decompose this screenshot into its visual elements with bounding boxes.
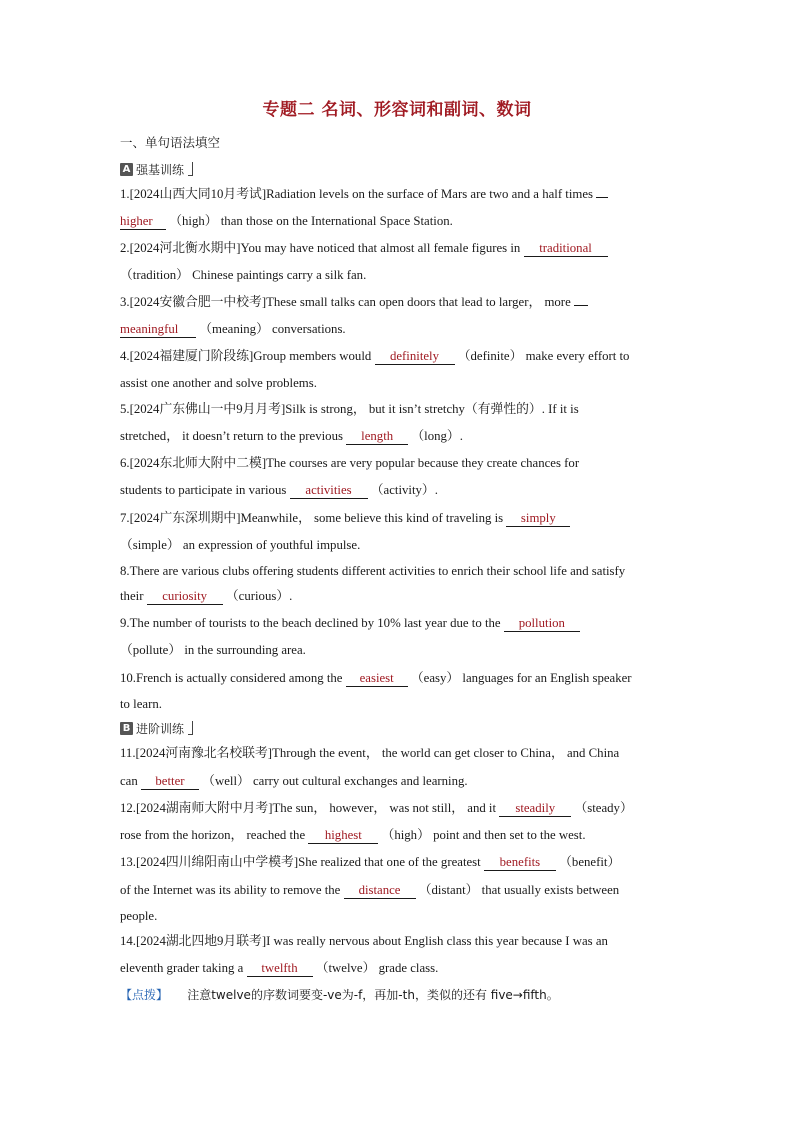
q3-blank-start: [574, 305, 588, 306]
hint-line: [120, 987, 676, 1003]
q10-text: 10.French is actually considered among the: [120, 671, 343, 685]
part-a-tag: [120, 161, 193, 177]
q7-line1: [120, 510, 676, 527]
q13-text-cont: （benefit）: [559, 855, 621, 869]
q9-text: 9.The number of tourists to the beach declined by 10% last year due to the: [120, 616, 501, 630]
q11-text-cont: （well） carry out cultural exchanges and learning.: [202, 774, 468, 788]
q2-line1: [120, 240, 676, 257]
q4-text-cont: （definite） make every effort to: [457, 349, 630, 363]
q11-text: can: [120, 774, 138, 788]
q13-line3: people.: [120, 909, 158, 923]
q1-line1: [120, 186, 676, 202]
q3-text: 3.[2024安徽合肥一中校考]These small talks can open doors that lead to larger， more: [120, 295, 571, 309]
q11-line2: [120, 773, 676, 790]
q1-text-cont: （high） than those on the International Space Station.: [169, 214, 453, 228]
q7-line2: （simple） an expression of youthful impulse.: [120, 538, 361, 552]
q4-answer[interactable]: definitely: [375, 349, 455, 365]
part-b-tag: [120, 720, 193, 736]
q9-line1: [120, 615, 676, 632]
q5-line1: 5.[2024广东佛山一中9月月考]Silk is strong， but it isn’t stretchy（有弹性的）. If it is: [120, 402, 579, 416]
q2-text: 2.[2024河北衡水期中]You may have noticed that almost all female figures in: [120, 241, 521, 255]
q10-line1: [120, 670, 676, 687]
q12-answer-1[interactable]: steadily: [499, 801, 571, 817]
q11-line1: 11.[2024河南豫北名校联考]Through the event， the world can get closer to China， and China: [120, 746, 620, 760]
q14-line2: [120, 960, 676, 977]
q2-line2: （tradition） Chinese paintings carry a silk fan.: [120, 268, 367, 282]
q5-text: stretched， it doesn’t return to the previous: [120, 429, 343, 443]
part-a-label: 强基训练: [136, 162, 185, 177]
q12-answer-2[interactable]: highest: [308, 828, 378, 844]
part-a-letter: A: [120, 163, 133, 176]
q4-line1: [120, 348, 676, 365]
q12-text: 12.[2024湖南师大附中月考]The sun， however， was not still， and it: [120, 801, 497, 815]
q8-answer[interactable]: curiosity: [147, 589, 223, 605]
q7-text: 7.[2024广东深圳期中]Meanwhile， some believe this kind of traveling is: [120, 511, 504, 525]
q6-line1: 6.[2024东北师大附中二模]The courses are very popular because they create chances for: [120, 456, 580, 470]
q13-text-2: of the Internet was its ability to remove the: [120, 883, 341, 897]
q14-text-cont: （twelve） grade class.: [315, 961, 439, 975]
q5-text-cont: （long）.: [411, 429, 463, 443]
q3-text-cont: （meaning） conversations.: [199, 322, 346, 336]
hint-text: 注意twelve的序数词要变-ve为-f，再加-th，类似的还有 five→fifth。: [187, 988, 559, 1002]
q9-answer[interactable]: pollution: [504, 616, 580, 632]
q2-answer[interactable]: traditional: [524, 241, 608, 257]
q14-text: eleventh grader taking a: [120, 961, 244, 975]
q12-text-2-cont: （high） point and then set to the west.: [381, 828, 586, 842]
q1-text: 1.[2024山西大同10月考试]Radiation levels on the surface of Mars are two and a half times: [120, 187, 594, 201]
q9-line2: （pollute） in the surrounding area.: [120, 643, 306, 657]
q14-answer[interactable]: twelfth: [247, 961, 313, 977]
q3-line1: [120, 294, 676, 310]
q6-line2: [120, 482, 676, 499]
q8-line2: [120, 588, 676, 605]
page-title: 专题二 名词、形容词和副词、数词: [262, 100, 532, 120]
q13-answer-2[interactable]: distance: [344, 883, 416, 899]
q6-text-cont: （activity）.: [370, 483, 438, 497]
q10-line2: to learn.: [120, 697, 162, 711]
q3-line2: [120, 321, 676, 338]
tag-bracket-icon: [188, 721, 193, 735]
q12-line1: [120, 800, 676, 817]
q13-line1: [120, 854, 676, 871]
q10-text-cont: （easy） languages for an English speaker: [410, 671, 632, 685]
q10-answer[interactable]: easiest: [346, 671, 408, 687]
q12-text-2: rose from the horizon， reached the: [120, 828, 306, 842]
q5-answer[interactable]: length: [346, 429, 408, 445]
q4-text: 4.[2024福建厦门阶段练]Group members would: [120, 349, 372, 363]
q3-answer[interactable]: meaningful: [120, 322, 196, 338]
part-b-label: 进阶训练: [136, 721, 185, 736]
q14-line1: 14.[2024湖北四地9月联考]I was really nervous about English class this year because I was an: [120, 934, 608, 948]
q11-answer[interactable]: better: [141, 774, 199, 790]
q6-answer[interactable]: activities: [290, 483, 368, 499]
section-heading: 一、单句语法填空: [120, 135, 221, 150]
part-b-letter: B: [120, 722, 133, 735]
hint-label: 【点拨】: [120, 988, 169, 1002]
q12-line2: [120, 827, 676, 844]
q13-line2: [120, 882, 676, 899]
q1-answer[interactable]: higher: [120, 214, 166, 230]
q8-text: their: [120, 589, 144, 603]
q6-text: students to participate in various: [120, 483, 287, 497]
q1-blank-start: [596, 197, 608, 198]
q12-text-cont: （steady）: [574, 801, 633, 815]
q13-answer-1[interactable]: benefits: [484, 855, 556, 871]
q8-text-cont: （curious）.: [225, 589, 293, 603]
tag-bracket-icon: [188, 162, 193, 176]
q8-line1: 8.There are various clubs offering students different activities to enrich their school life and satisfy: [120, 564, 626, 578]
q4-line2: assist one another and solve problems.: [120, 376, 317, 390]
q13-text: 13.[2024四川绵阳南山中学模考]She realized that one of the greatest: [120, 855, 481, 869]
q7-answer[interactable]: simply: [506, 511, 570, 527]
q5-line2: [120, 428, 676, 445]
q1-line2: [120, 213, 676, 230]
q13-text-2-cont: （distant） that usually exists between: [418, 883, 620, 897]
